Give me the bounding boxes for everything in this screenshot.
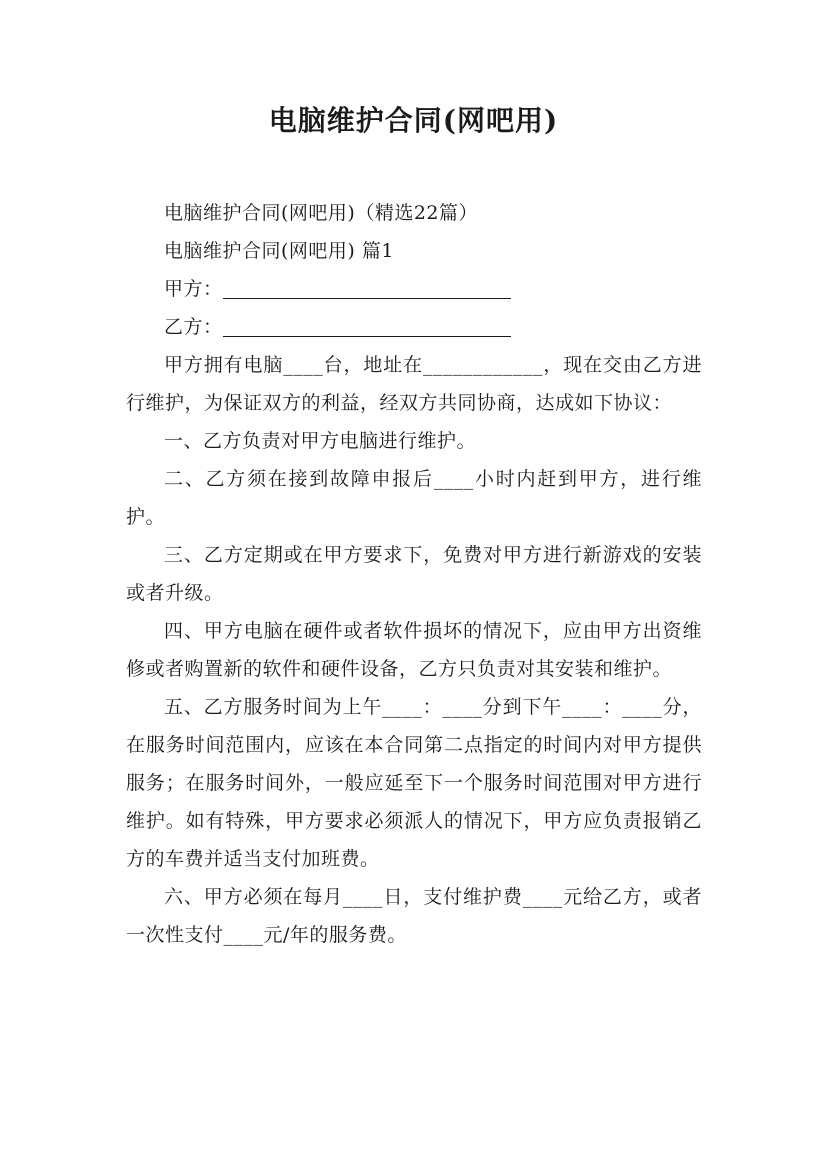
party-b-blank: [223, 312, 511, 337]
party-a-label: 甲方：: [164, 278, 223, 300]
clause-6: 六、甲方必须在每月____日，支付维护费____元给乙方，或者一次性支付____元/年的服务费。: [126, 886, 702, 946]
clause-2: 二、乙方须在接到故障申报后____小时内赶到甲方，进行维护。: [126, 468, 702, 528]
clause-5: 五、乙方服务时间为上午____：____分到下午____：____分，在服务时间范围内，应该在本合同第二点指定的时间内对甲方提供服务；在服务时间外，一般应延至下一个服务时间范围对甲方进行维护。如有特殊，甲方要求必须派人的情况下，甲方应负责报销乙方的车费并适当支付加班费。: [126, 696, 702, 870]
clause-4: 四、甲方电脑在硬件或者软件损坏的情况下，应由甲方出资维修或者购置新的软件和硬件设备，乙方只负责对其安装和维护。: [126, 620, 702, 680]
document-subtitle: 电脑维护合同(网吧用)（精选22篇）: [164, 202, 479, 224]
party-b-line: [126, 308, 702, 346]
clause-3: 三、乙方定期或在甲方要求下，免费对甲方进行新游戏的安装或者升级。: [126, 544, 702, 604]
document-body: [126, 194, 702, 954]
section-heading: 电脑维护合同(网吧用) 篇1: [164, 240, 394, 262]
party-a-line: [126, 270, 702, 308]
paragraph-intro: 甲方拥有电脑____台，地址在____________，现在交由乙方进行维护，为保证双方的利益，经双方共同协商，达成如下协议：: [126, 354, 702, 414]
party-b-label: 乙方：: [164, 316, 223, 338]
party-a-blank: [223, 274, 511, 299]
document-title: 电脑维护合同(网吧用): [268, 104, 559, 137]
clause-1: 一、乙方负责对甲方电脑进行维护。: [164, 430, 477, 452]
